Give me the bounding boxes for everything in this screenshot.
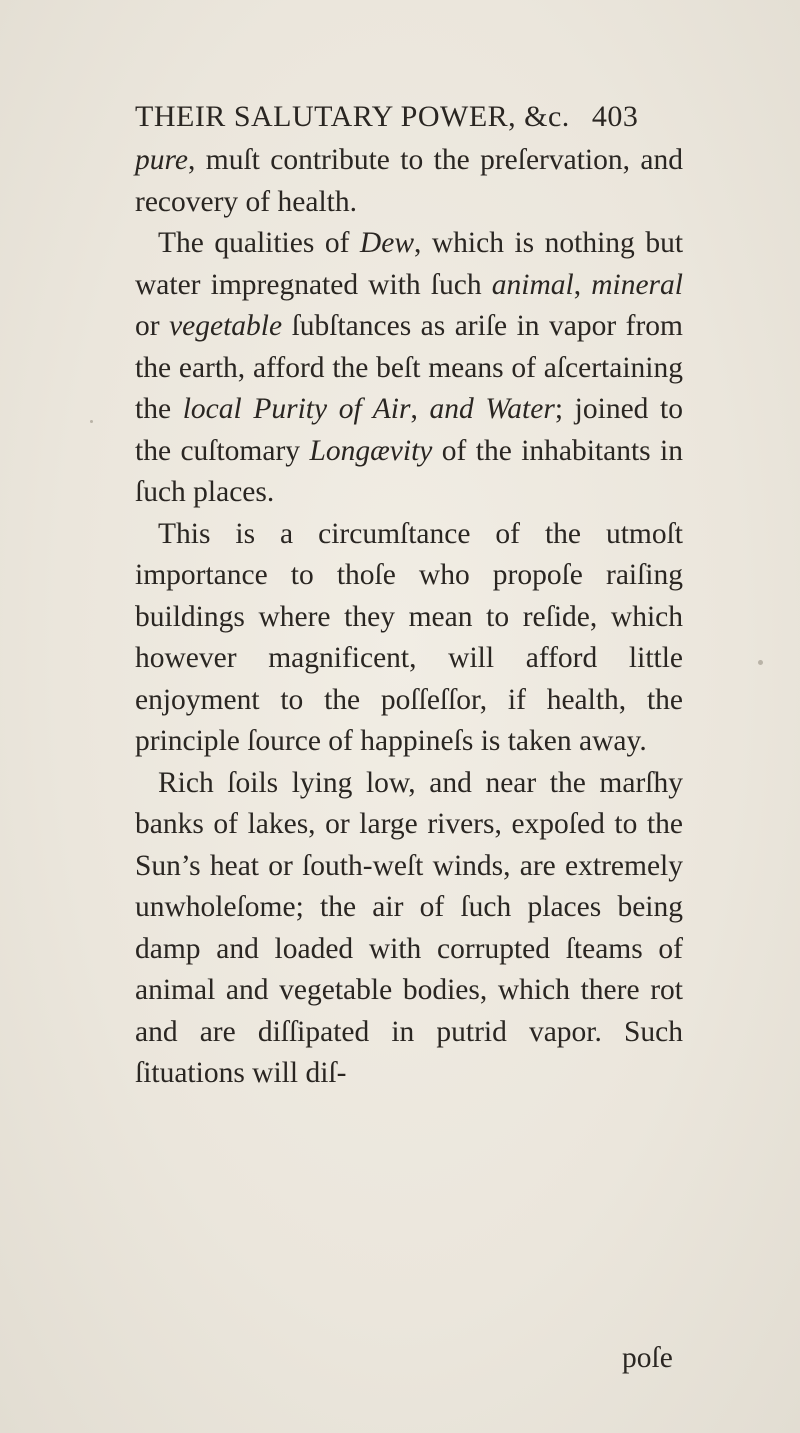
italic-text: vegetable — [169, 310, 283, 342]
italic-text: pure — [135, 144, 188, 176]
paragraph-continued — [135, 140, 683, 223]
text-run: This is a circumſtance of the utmoſt importance to thoſe who propoſe raiſing buildings where they mean to reſide, which however magnificent, will afford little enjoyment to the poſſeſſor, if health, the principle ſource of happineſs is taken away. — [135, 517, 683, 757]
italic-text: Dew — [359, 227, 414, 259]
paragraph-importance — [135, 514, 683, 763]
page-number: 403 — [591, 100, 639, 133]
running-title-etc: &c. — [524, 100, 570, 133]
text-run: of the inhabitants in ſuch places. — [135, 434, 684, 508]
text-run: ; joined to the cuſtomary — [135, 393, 684, 467]
text-run: ſubſtances as ariſe in vapor from the earth, afford the beſt means of aſcertaining the — [135, 310, 683, 425]
catchword: poſe — [622, 1342, 673, 1374]
paragraph-rich-soils — [135, 763, 683, 1095]
paper-speck — [90, 420, 93, 423]
italic-text: mineral — [591, 268, 683, 301]
text-run: or — [135, 310, 170, 342]
running-header — [135, 100, 675, 134]
text-run: , muſt contribute to the preſervation, and recovery of health. — [135, 144, 683, 218]
paper-speck — [758, 660, 763, 665]
text-run: The qualities of — [158, 227, 360, 259]
italic-text: local Purity of Air — [182, 393, 411, 425]
italic-text: Longævity — [309, 434, 433, 467]
italic-text: and Water — [429, 393, 555, 425]
text-run: , — [573, 268, 592, 301]
body-text — [135, 140, 683, 1095]
text-run: Rich ſoils lying low, and near the marſhy banks of lakes, or large rivers, expoſed to the Sun’s heat or ſouth-weſt winds, are extremely unwholeſome; the air of ſuch places being damp and loaded with corrupted ſteams of animal and vegetable bodies, which there rot and are diſſipated in putrid vapor. Such ſituations will diſ- — [135, 766, 683, 1089]
paragraph-dew — [135, 223, 683, 514]
text-run: , — [410, 393, 430, 425]
running-title: THEIR SALUTARY POWER, — [135, 100, 517, 133]
italic-text: animal — [491, 268, 574, 301]
text-run: , which is nothing but water impregnated with ſuch — [135, 227, 684, 301]
